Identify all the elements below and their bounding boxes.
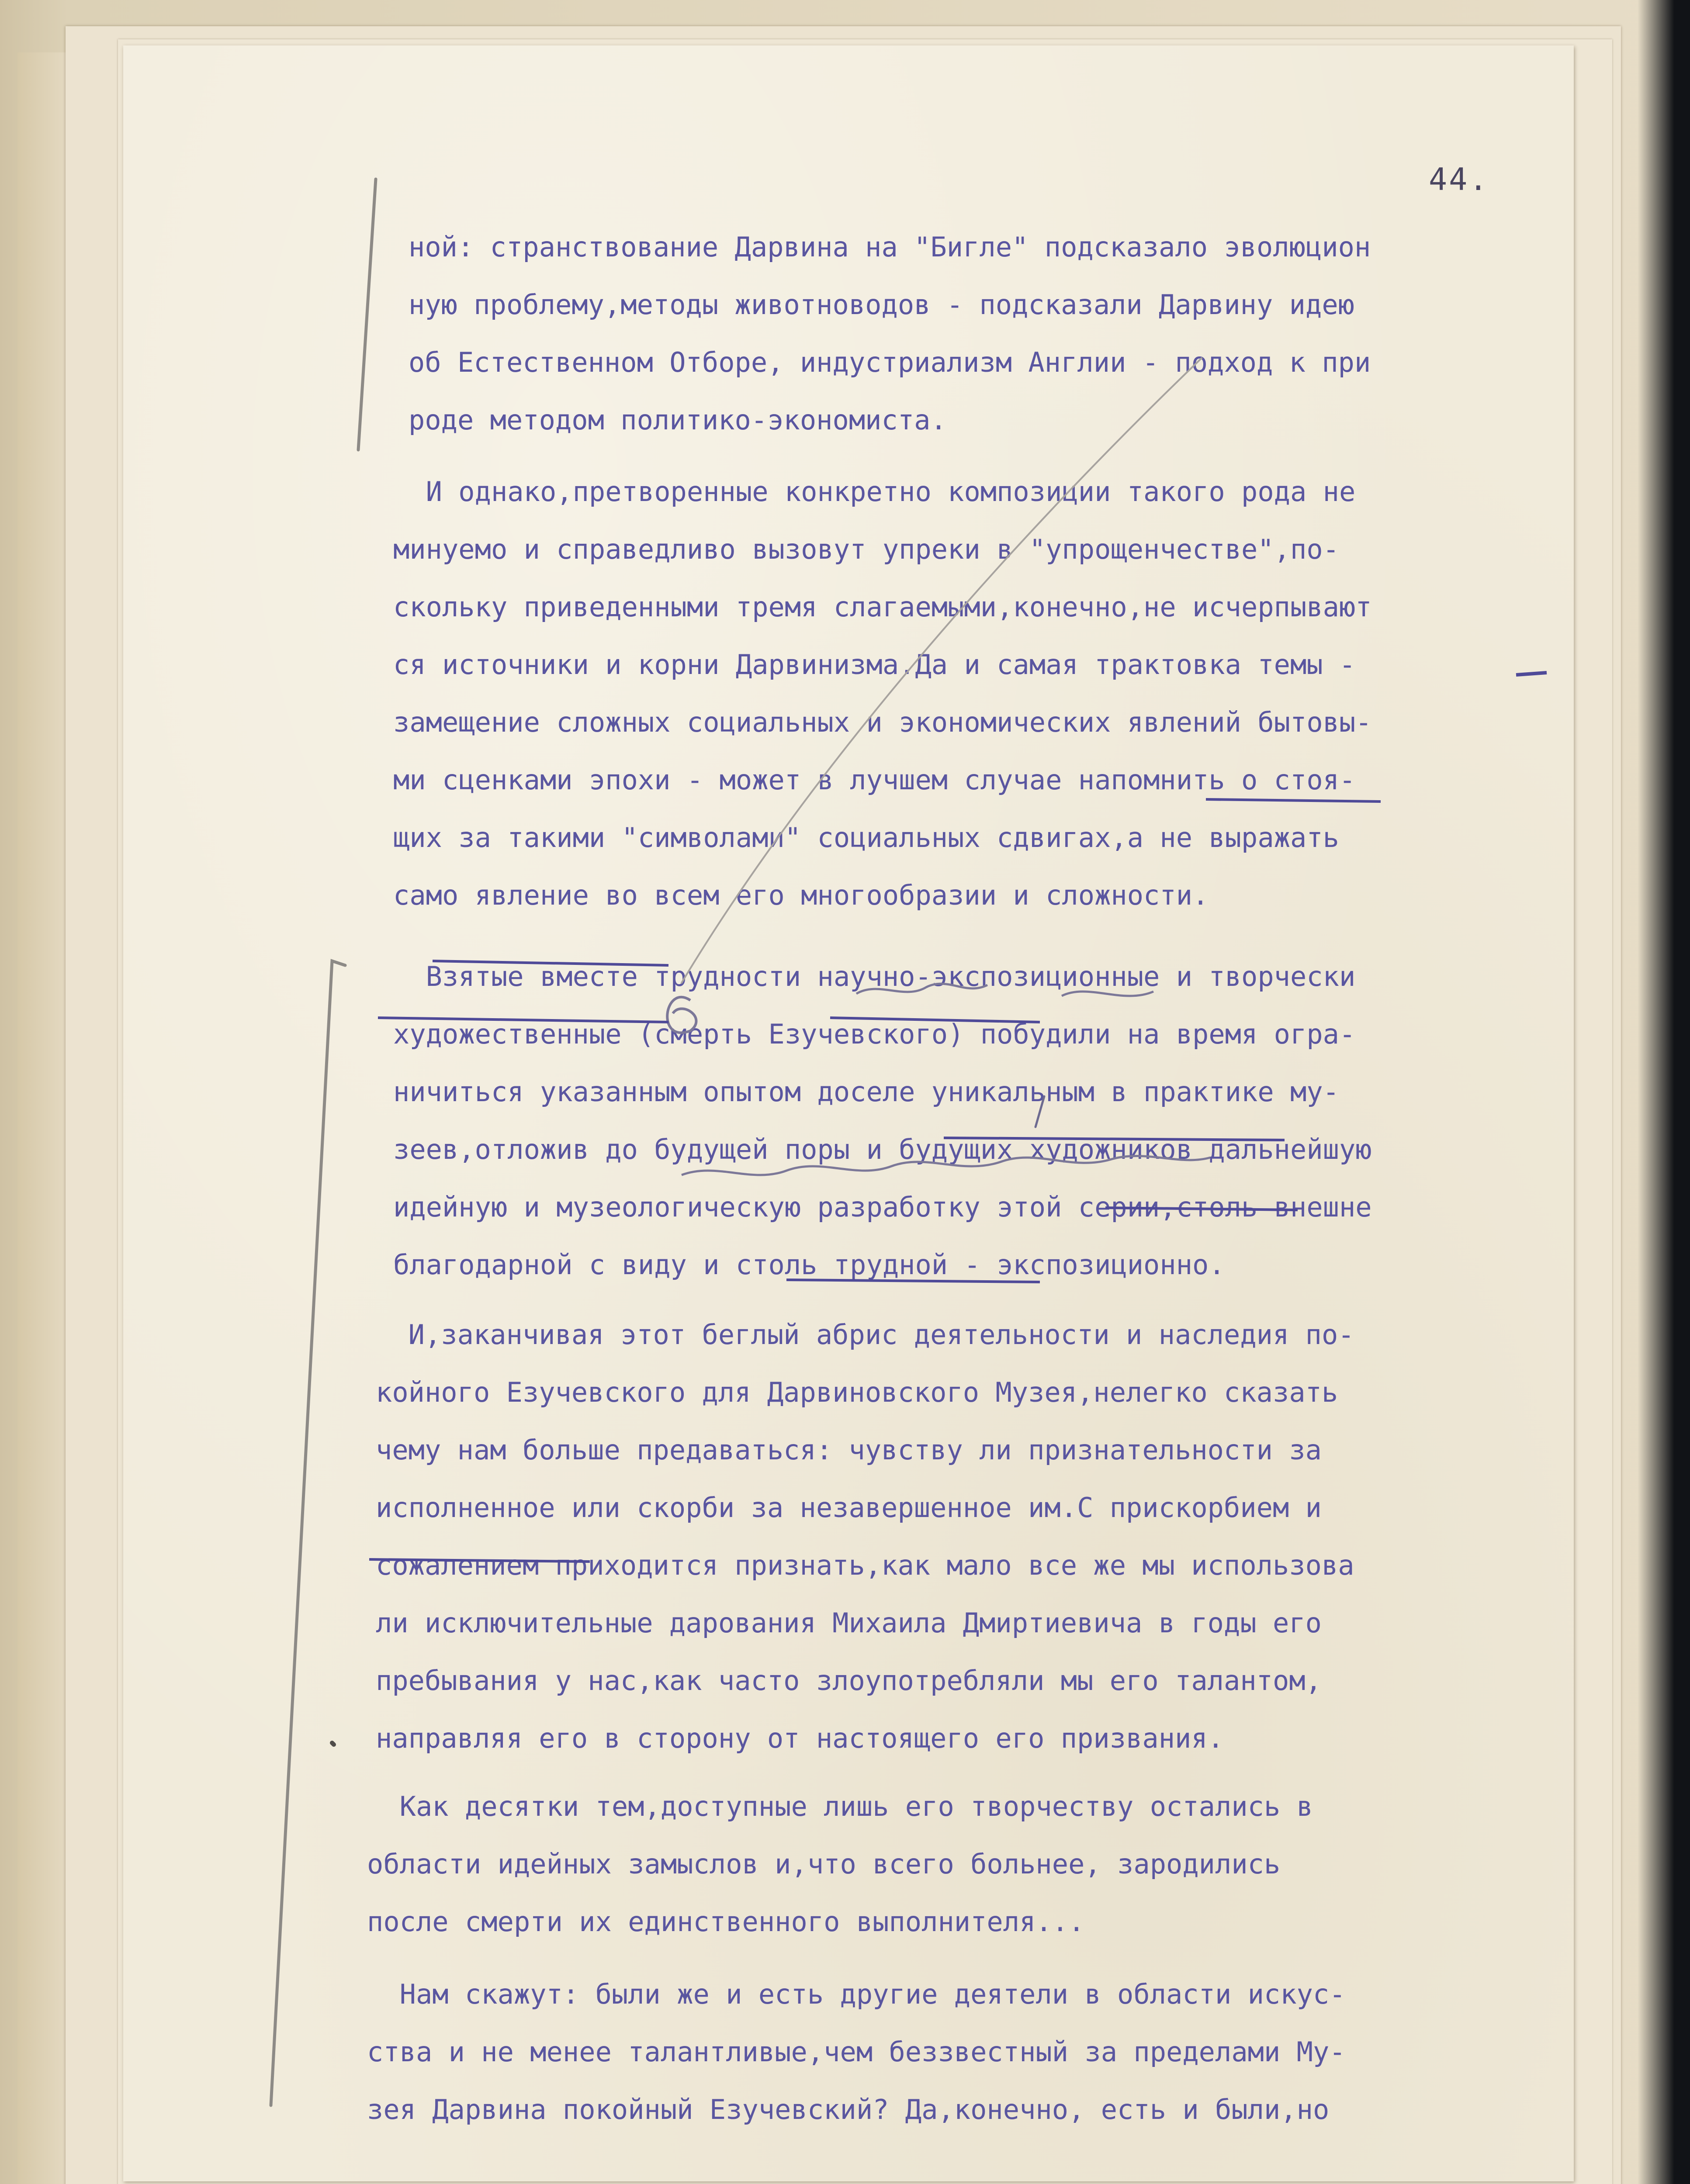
text-line: зея Дарвина покойный Езучевский? Да,конечно, есть и были,но	[367, 2094, 1330, 2125]
text-line: щих за такими "символами" социальных сдвигах,а не выражать	[393, 822, 1339, 854]
text-line: ся источники и корни Дарвинизма.Да и самая трактовка темы -	[393, 649, 1356, 681]
text-line: пребывания у нас,как часто злоупотребляли мы его талантом,	[376, 1665, 1322, 1697]
text-line: ства и не менее талантливые,чем беззвестный за пределами Му-	[367, 2036, 1346, 2068]
text-line: Нам скажут: были же и есть другие деятели в области искус-	[367, 1978, 1346, 2010]
text-line: Взятые вместе трудности научно-экспозиционные и творчески	[393, 961, 1356, 992]
text-line: направляя его в сторону от настоящего его призвания.	[376, 1722, 1224, 1754]
text-line: благодарной с виду и столь трудной - экспозиционно.	[393, 1249, 1225, 1281]
text-line: замещение сложных социальных и экономических явлений бытовы-	[393, 706, 1372, 738]
text-line: художественные (смерть Езучевского) побудили на время огра-	[393, 1018, 1356, 1050]
text-line: койного Езучевского для Дарвиновского Музея,нелегко сказать	[376, 1376, 1338, 1408]
text-line: Как десятки тем,доступные лишь его творчеству остались в	[367, 1790, 1313, 1822]
text-line: после смерти их единственного выполнителя...	[367, 1906, 1085, 1938]
folder-shadow	[1638, 0, 1690, 2184]
text-line: ничиться указанным опытом доселе уникальным в практике му-	[393, 1076, 1339, 1108]
text-line: об Естественном Отборе, индустриализм Англии - подход к при	[409, 346, 1371, 378]
paragraph-4	[376, 1306, 1354, 1767]
text-line: исполненное или скорби за незавершенное им.С прискорбием и	[376, 1492, 1322, 1524]
text-line: ли исключительные дарования Михаила Дмиртиевича в годы его	[376, 1607, 1322, 1639]
paragraph-5	[367, 1778, 1313, 1951]
text-line: чему нам больше предаваться: чувству ли признательности за	[376, 1434, 1322, 1466]
text-line: ми сценками эпохи - может в лучшем случае напомнить о стоя-	[393, 764, 1356, 796]
text-line: ной: странствование Дарвина на "Бигле" подсказало эволюцион	[409, 231, 1371, 263]
text-line: скольку приведенными тремя слагаемыми,конечно,не исчерпывают	[393, 591, 1372, 623]
paragraph-2	[393, 463, 1372, 924]
text-line: И,заканчивая этот беглый абрис деятельности и наследия по-	[376, 1319, 1354, 1351]
text-line: идейную и музеологическую разработку этой серии,столь внешне	[393, 1191, 1372, 1223]
text-line: ную проблему,методы животноводов - подсказали Дарвину идею	[409, 289, 1354, 321]
text-line: И однако,претворенные конкретно композиции такого рода не	[393, 476, 1356, 508]
text-line: роде методом политико-экономиста.	[409, 404, 947, 436]
text-line: зеев,отложив до будущей поры и будущих художников дальнейшую	[393, 1133, 1372, 1165]
paragraph-1	[409, 218, 1371, 449]
text-line: области идейных замыслов и,что всего больнее, зародились	[367, 1848, 1281, 1880]
text-line: сожалением приходится признать,как мало все же мы использова	[376, 1549, 1354, 1581]
text-line: минуемо и справедливо вызовут упреки в "упрощенчестве",по-	[393, 533, 1339, 565]
page-number: 44.	[1429, 162, 1489, 197]
paragraph-3	[393, 948, 1372, 1294]
text-line: само явление во всем его многообразии и сложности.	[393, 879, 1209, 911]
paragraph-6	[367, 1966, 1346, 2139]
